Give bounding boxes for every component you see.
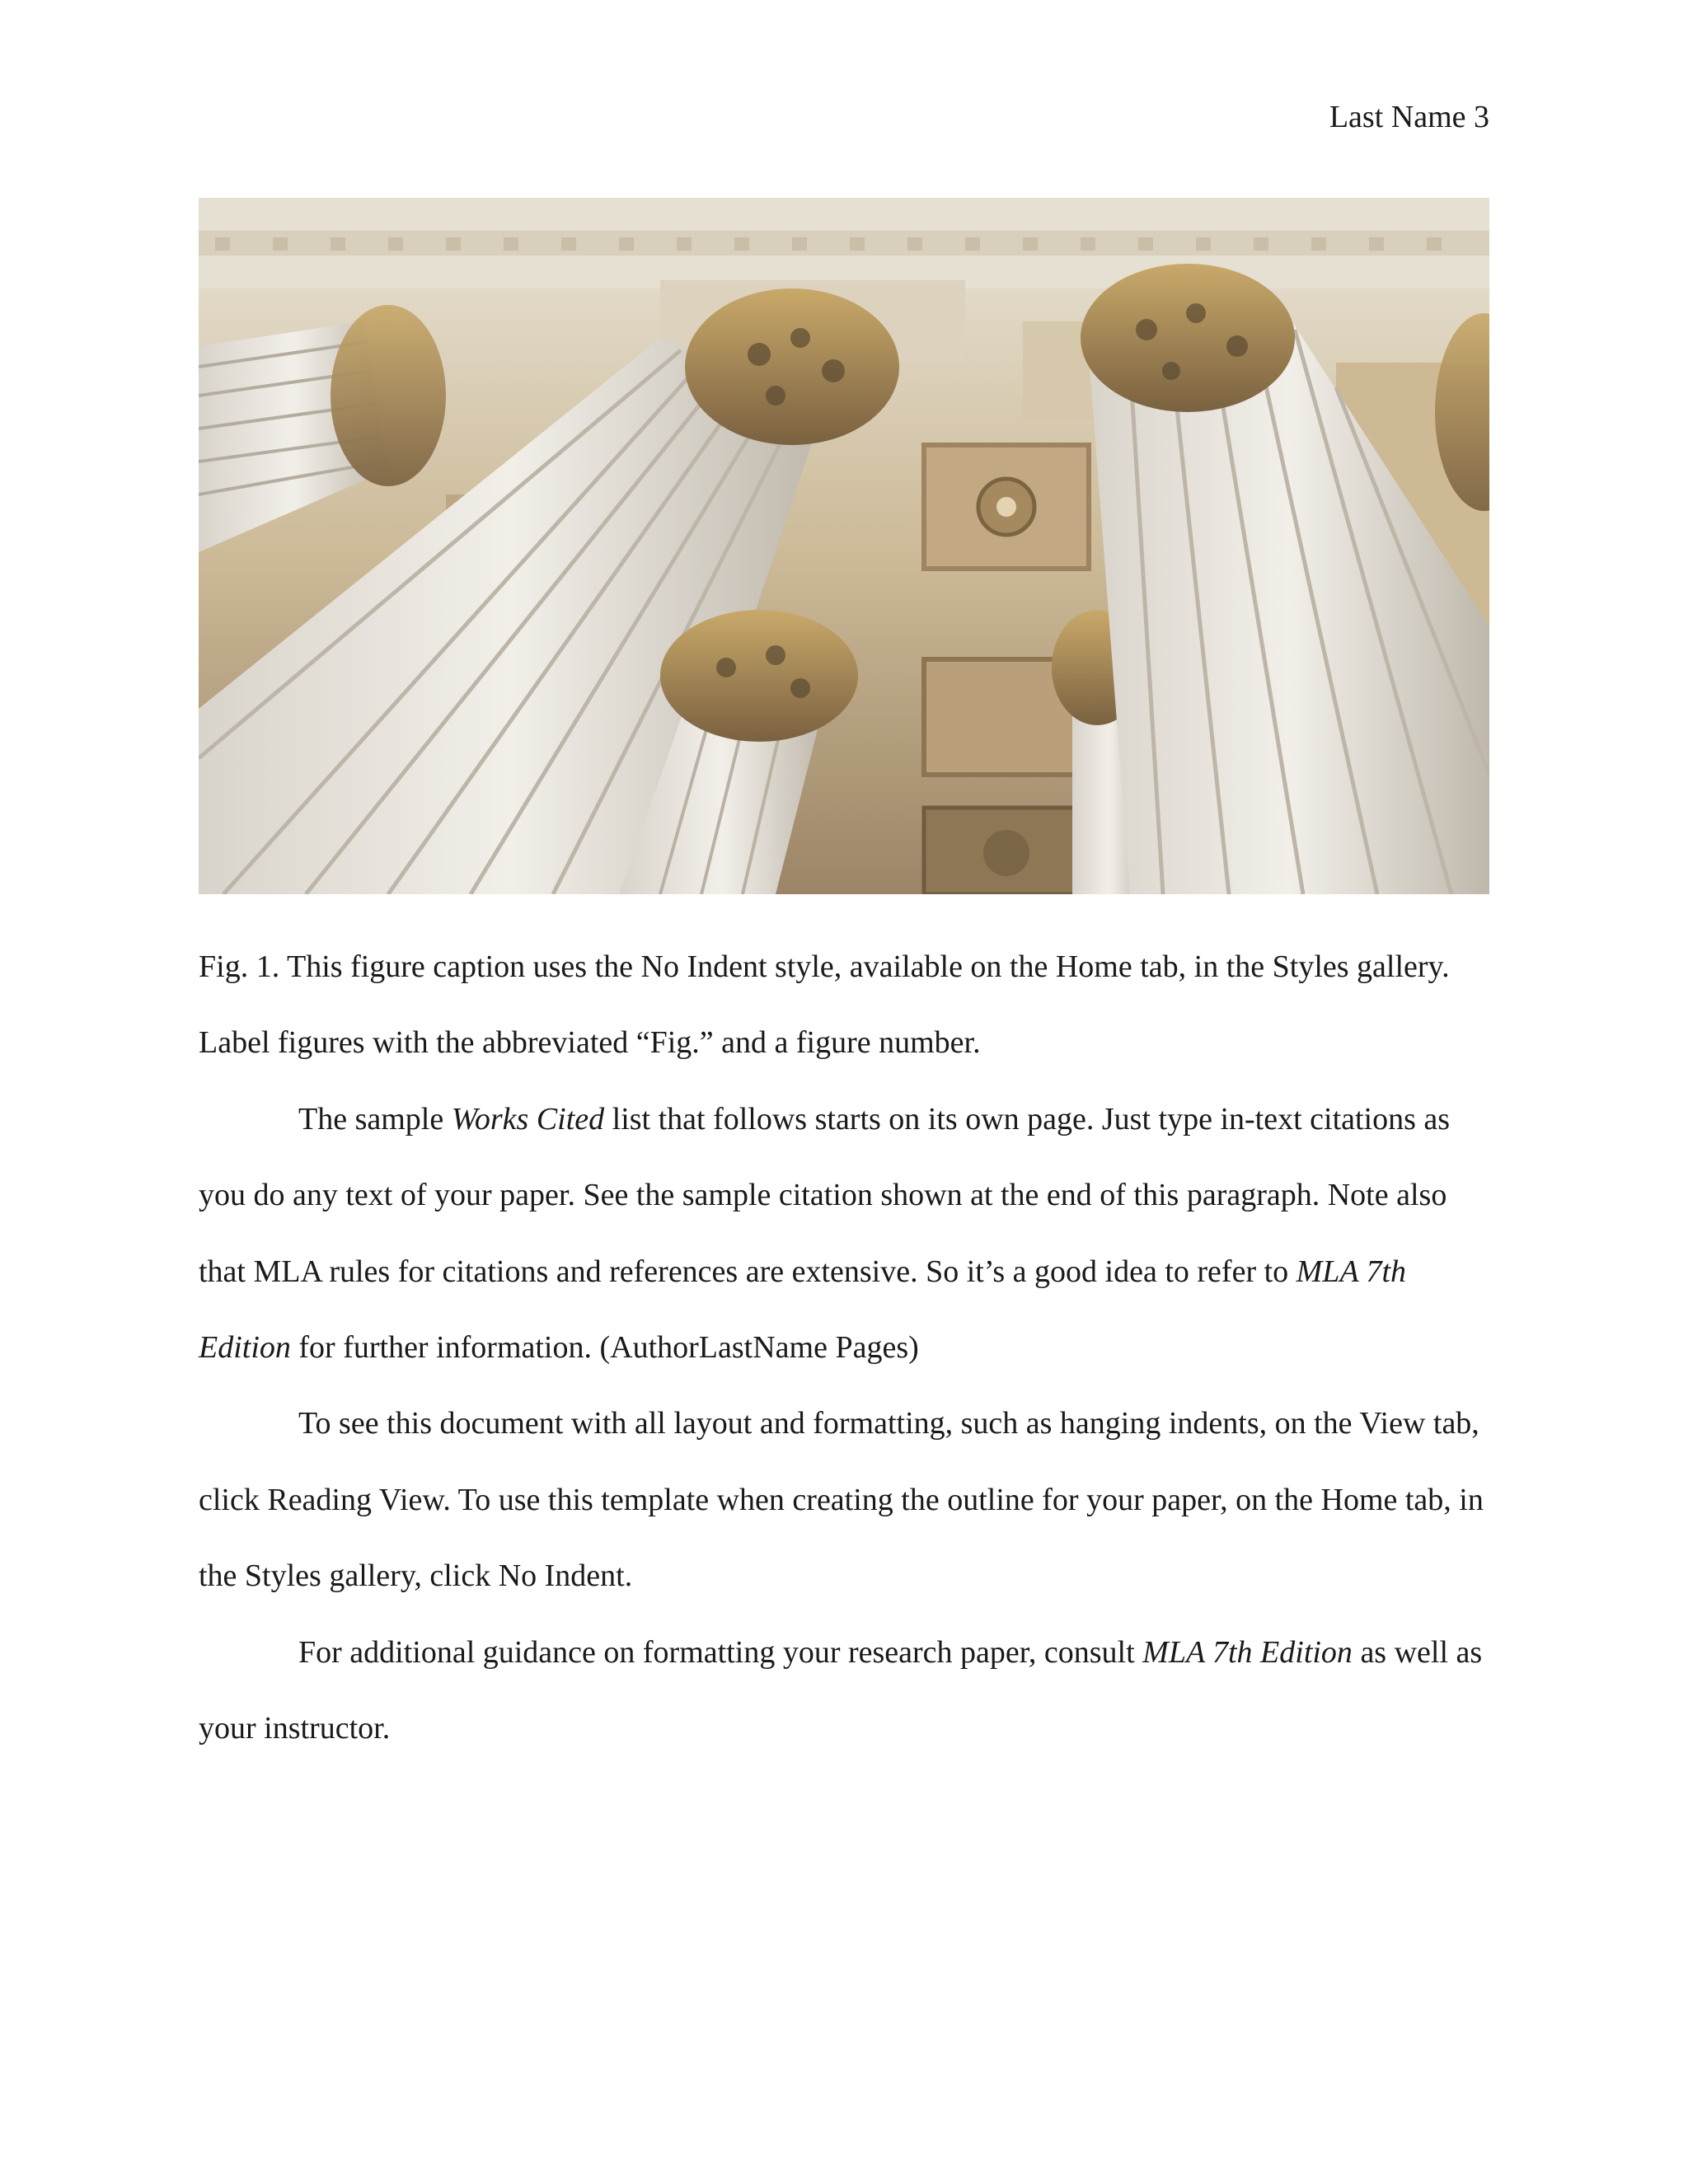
paragraph-text: for further information. (AuthorLastName Pages) <box>290 1330 919 1366</box>
paragraph-works-cited <box>199 1081 1489 1386</box>
running-head: Last Name 3 <box>1329 100 1489 134</box>
paragraph-reading-view: To see this document with all layout and formatting, such as hanging indents, on the View tab, click Reading View. To use this template when creating the outline for your paper, on the Home tab, in the Styles gallery, click No Indent. <box>199 1406 1484 1594</box>
figure-image <box>199 198 1489 894</box>
paragraph-guidance <box>199 1615 1489 1767</box>
paragraph-text: For additional guidance on formatting your research paper, consult <box>298 1634 1143 1670</box>
italic-title: Works Cited <box>451 1101 605 1137</box>
italic-title: MLA 7th Edition <box>199 1254 1407 1366</box>
italic-title: MLA 7th Edition <box>1142 1634 1353 1670</box>
body-text <box>199 929 1489 1766</box>
paragraph-text: list that follows starts on its own page. Just type in-text citations as you do any text of your paper. See the sample citation shown at the end of this paragraph. Note also that MLA rules for citations and references are extensive. So it’s a good idea to refer to <box>199 1101 1451 1289</box>
paragraph-text: The sample <box>298 1101 452 1137</box>
paragraph-text: as well as your instructor. <box>199 1634 1483 1746</box>
figure-caption: Fig. 1. This figure caption uses the No Indent style, available on the Home tab, in the Styles gallery. Label figures with the abbreviated “Fig.” and a figure number. <box>199 949 1450 1061</box>
